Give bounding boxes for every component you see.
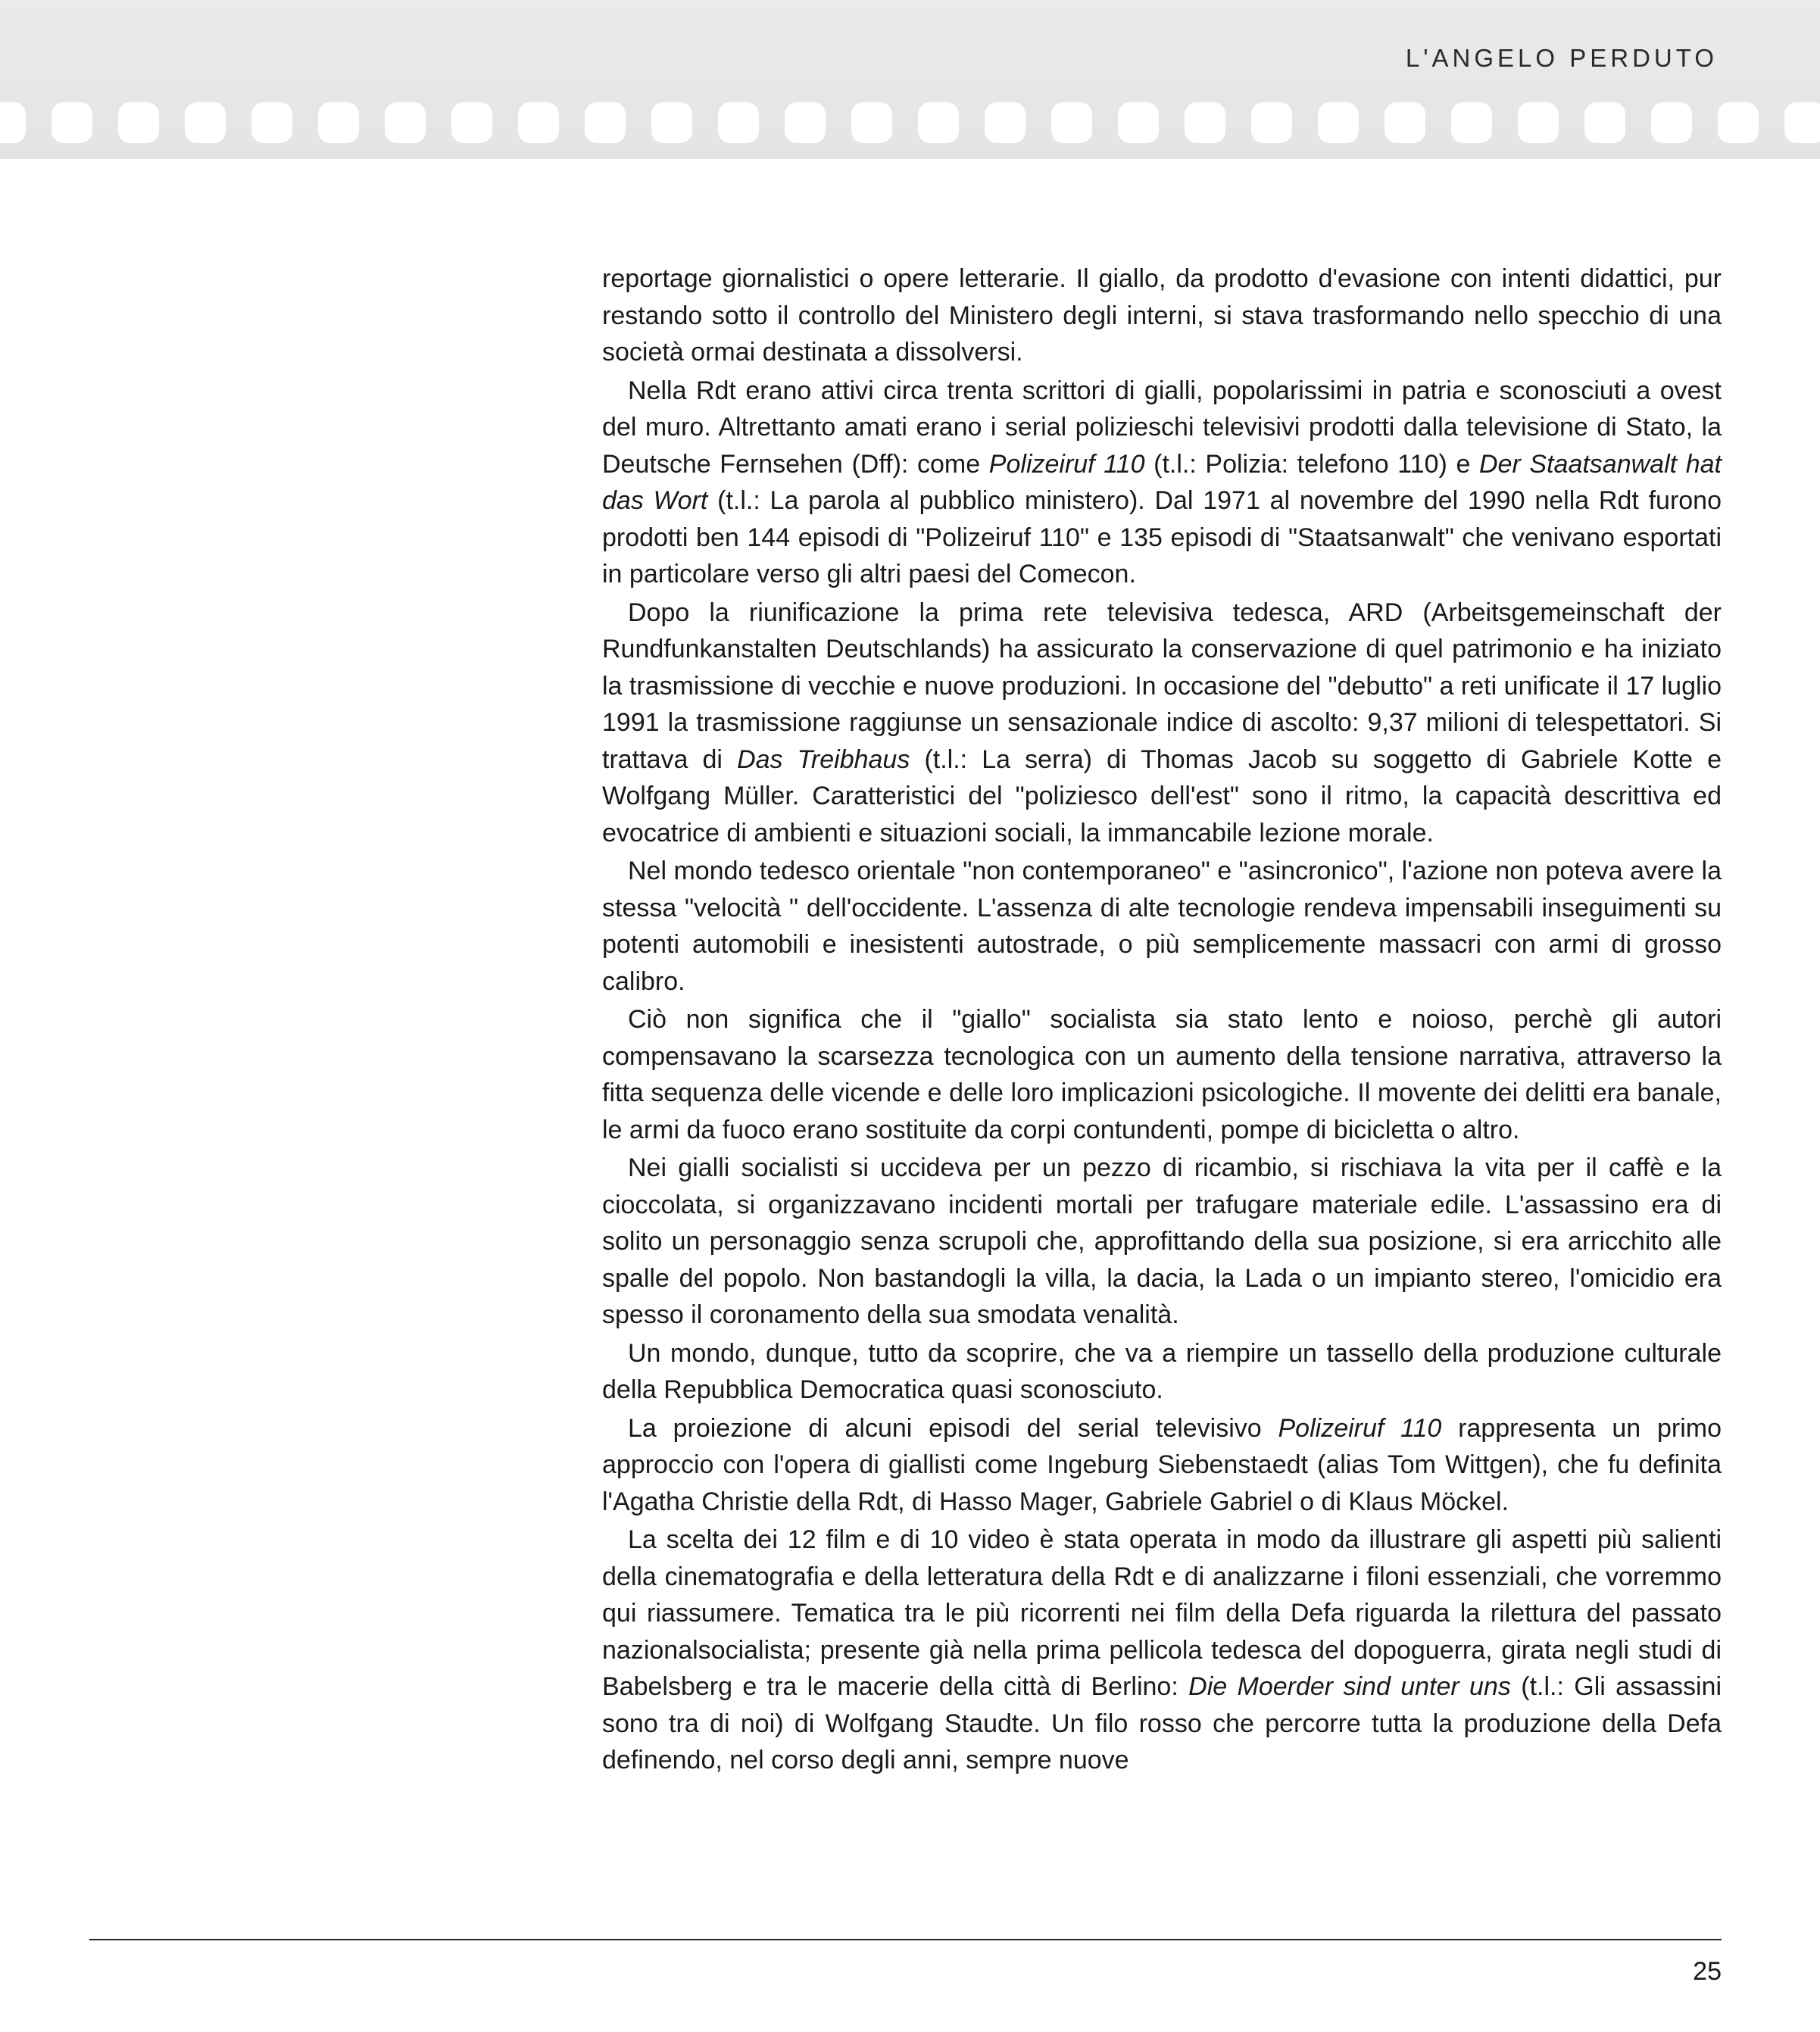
text-run: Nel mondo tedesco orientale "non contemporaneo" e "asincronico", l'azione non poteva avere la stessa "velocità " dell'occidente. L'assenza di alte tecnologie rendeva impensabili inseguimenti su potenti automobili e inesistenti autostrade, o più semplicemente massacri con armi di grosso calibro. [602,857,1722,996]
film-perforations [0,101,1820,144]
perforation-hole [785,102,826,143]
perforation-hole [1518,102,1559,143]
perforation-hole [1784,102,1820,143]
perforation-hole [185,102,226,143]
perforation-hole [1051,102,1092,143]
footer-rule [89,1939,1722,1940]
paragraph [602,261,1722,371]
text-run: (t.l.: Polizia: telefono 110) e [1144,449,1479,479]
perforation-hole [518,102,559,143]
running-title: L'ANGELO PERDUTO [1405,44,1718,72]
text-run: (t.l.: Gli assassini sono tra di noi) di Wolfgang Staudte. Un filo rosso che percorre tutta la produzione della Defa definendo, nel corso degli anni, sempre nuove [602,1672,1722,1774]
italic-title: Polizeiruf 110 [1278,1413,1442,1443]
perforation-hole [985,102,1026,143]
text-run: La scelta dei 12 film e di 10 video è stata operata in modo da illustrare gli aspetti più salienti della cinematografia e della letteratura della Rdt e di analizzarne i filoni essenziali, che vorremmo qui riassumere. Tematica tra le più ricorrenti nei film della Defa riguarda la rilettura del passato nazionalsocialista; presente già nella prima pellicola tedesca del dopoguerra, girata negli studi di Babelsberg e tra le macerie della città di Berlino: [602,1525,1722,1701]
film-strip-header [0,0,1820,159]
perforation-hole [251,102,292,143]
paragraph [602,1522,1722,1779]
perforation-hole [385,102,426,143]
text-run: rappresenta un primo approccio con l'opera di giallisti come Ingeburg Siebenstaedt (alias Tom Wittgen), che fu definita l'Agatha Christie della Rdt, di Hasso Mager, Gabriele Gabriel o di Klaus Möckel. [602,1413,1722,1516]
perforation-hole [52,102,92,143]
italic-title: Polizeiruf 110 [988,449,1145,479]
paragraph [602,1410,1722,1521]
perforation-hole [0,102,26,143]
text-run: reportage giornalistici o opere letterarie. Il giallo, da prodotto d'evasione con intenti didattici, pur restando sotto il controllo del Ministero degli interni, si stava trasformando nello specchio di una società ormai destinata a dissolversi. [602,264,1722,367]
text-run: Un mondo, dunque, tutto da scoprire, che va a riempire un tassello della produzione culturale della Repubblica Democratica quasi sconosciuto. [602,1338,1722,1404]
text-run: (t.l.: La serra) di Thomas Jacob su soggetto di Gabriele Kotte e Wolfgang Müller. Caratteristici del "poliziesco dell'est" sono il ritmo, la capacità descrittiva ed evocatrice di ambienti e situazioni sociali, la immancabile lezione morale. [602,744,1722,847]
article-body [602,261,1722,1781]
text-run: Nei gialli socialisti si uccideva per un pezzo di ricambio, si rischiava la vita per il caffè e la cioccolata, si organizzavano incidenti mortali per trafugare materiale edile. L'assassino era di solito un personaggio senza scrupoli che, approfittando della sua posizione, si era arricchito alle spalle del popolo. Non bastandogli la villa, la dacia, la Lada o un impianto stereo, l'omicidio era spesso il coronamento della sua smodata venalità. [602,1153,1722,1329]
paragraph [602,853,1722,1000]
perforation-hole [651,102,692,143]
text-run: La proiezione di alcuni episodi del serial televisivo [628,1413,1278,1443]
paragraph [602,373,1722,593]
paragraph [602,1150,1722,1334]
perforation-hole [1318,102,1359,143]
text-run: (t.l.: La parola al pubblico ministero). Dal 1971 al novembre del 1990 nella Rdt furono prodotti ben 144 episodi di "Polizeiruf 110" e 135 episodi di "Staatsanwalt" che venivano esportati in particolare verso gli altri paesi del Comecon. [602,486,1722,588]
perforation-hole [1385,102,1425,143]
perforation-hole [851,102,892,143]
perforation-hole [1451,102,1492,143]
perforation-hole [451,102,492,143]
paragraph [602,1001,1722,1148]
perforation-hole [1185,102,1225,143]
perforation-hole [1718,102,1759,143]
perforation-hole [585,102,626,143]
perforation-hole [118,102,159,143]
perforation-hole [1251,102,1292,143]
text-run: Ciò non significa che il "giallo" socialista sia stato lento e noioso, perchè gli autori compensavano la scarsezza tecnologica con un aumento della tensione narrativa, attraverso la fitta sequenza delle vicende e delle loro implicazioni psicologiche. Il movente dei delitti era banale, le armi da fuoco erano sostituite da corpi contundenti, pompe di bicicletta o altro. [602,1005,1722,1144]
perforation-hole [1651,102,1692,143]
paragraph [602,1335,1722,1409]
italic-title: Das Treibhaus [737,744,910,774]
page-number: 25 [1693,1957,1722,1986]
perforation-hole [718,102,759,143]
text-run: Nella Rdt erano attivi circa trenta scrittori di gialli, popolarissimi in patria e sconosciuti a ovest del muro. Altrettanto amati erano i serial polizieschi televisivi prodotti dalla televisione di Stato, la Deutsche Fernsehen (Dff): come [602,376,1722,479]
paragraph [602,595,1722,852]
italic-title: Der Staatsanwalt hat das Wort [602,449,1722,515]
perforation-hole [1584,102,1625,143]
perforation-hole [918,102,959,143]
perforation-hole [1118,102,1159,143]
text-run: Dopo la riunificazione la prima rete televisiva tedesca, ARD (Arbeitsgemeinschaft der Rundfunkanstalten Deutschlands) ha assicurato la conservazione di quel patrimonio e ha iniziato la trasmissione di vecchie e nuove produzioni. In occasione del "debutto" a reti unificate il 17 luglio 1991 la trasmissione raggiunse un sensazionale indice di ascolto: 9,37 milioni di telespettatori. Si trattava di [602,598,1722,774]
perforation-hole [318,102,359,143]
italic-title: Die Moerder sind unter uns [1188,1672,1511,1701]
